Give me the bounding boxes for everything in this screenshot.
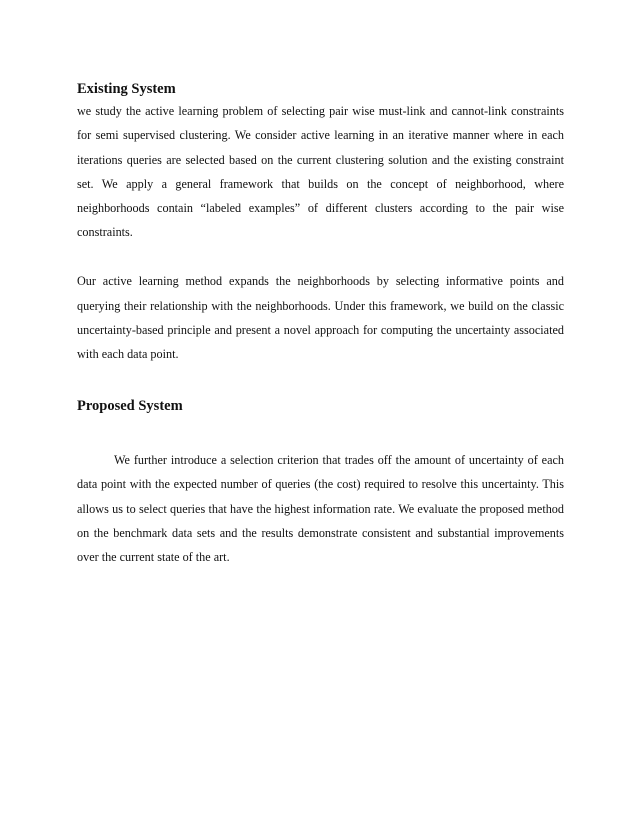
proposed-system-section [77, 397, 564, 569]
existing-system-section [77, 80, 564, 366]
proposed-system-paragraph-1: We further introduce a selection criterion that trades off the amount of uncertainty of each data point with the expected number of queries (the cost) required to resolve this uncertainty. This allows us to select queries that have the highest information rate. We evaluate the proposed method on the benchmark data sets and the results demonstrate consistent and substantial improvements over the current state of the art. [77, 453, 564, 565]
existing-system-heading: Existing System [77, 81, 176, 97]
proposed-system-heading: Proposed System [77, 398, 183, 414]
existing-system-paragraph-2: Our active learning method expands the neighborhoods by selecting informative points and querying their relationship with the neighborhoods. Under this framework, we build on the classic uncertainty-based principle and present a novel approach for computing the uncertainty associated with each data point. [77, 274, 564, 362]
existing-system-paragraph-1: we study the active learning problem of selecting pair wise must-link and cannot-link constraints for semi supervised clustering. We consider active learning in an iterative manner where in each iterations queries are selected based on the current clustering solution and the existing constraint set. We apply a general framework that builds on the concept of neighborhood, where neighborhoods contain “labeled examples” of different clusters according to the pair wise constraints. [77, 104, 564, 240]
